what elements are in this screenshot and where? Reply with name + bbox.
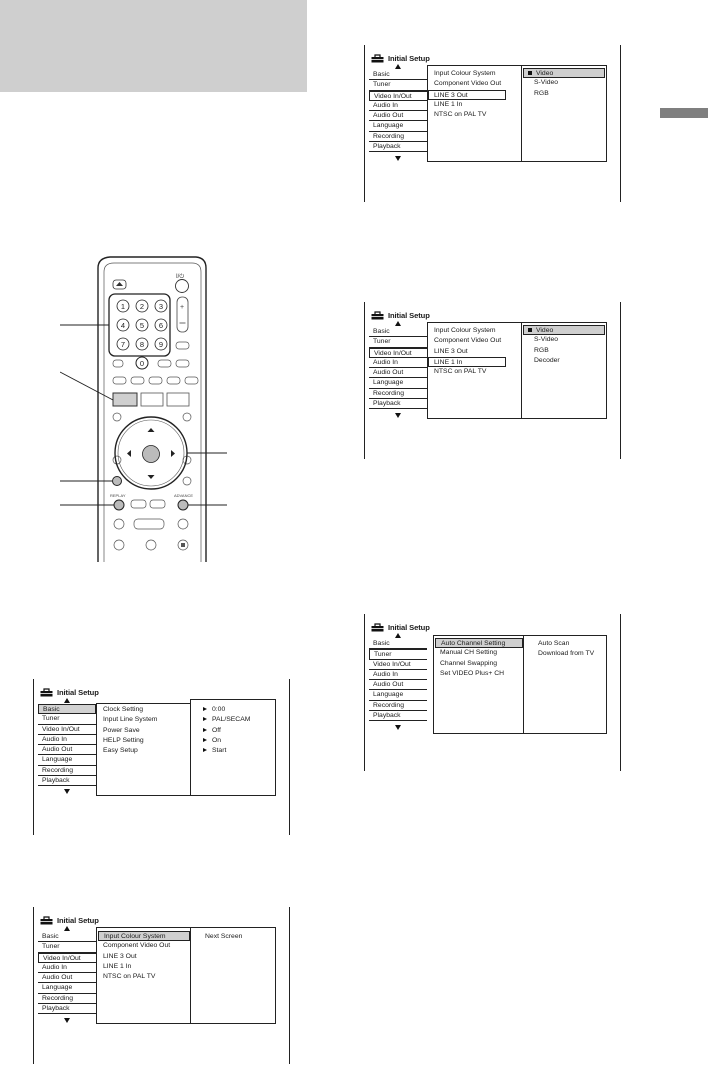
value-clock[interactable]: 0:00 [191, 705, 275, 715]
tab-video-in-out[interactable]: Video In/Out [38, 953, 96, 963]
tab-list [369, 70, 427, 152]
tab-playback[interactable]: Playback [369, 399, 427, 409]
number-keys [117, 300, 167, 369]
scroll-down-icon[interactable] [64, 1018, 70, 1023]
screen-title: Initial Setup [371, 308, 430, 322]
svg-text:+: + [180, 304, 185, 311]
scroll-up-icon[interactable] [395, 64, 401, 69]
selected-square-icon [528, 71, 532, 75]
dpad-up-icon [148, 428, 155, 432]
key-3: 3 [158, 302, 164, 311]
menu-item-line3-out[interactable]: LINE 3 Out [428, 90, 506, 100]
menu-item-auto-channel-setting[interactable]: Auto Channel Setting [435, 638, 523, 648]
key-2: 2 [139, 302, 145, 311]
remote-control-illustration [60, 255, 230, 567]
key-5: 5 [139, 321, 145, 330]
key-7: 7 [120, 340, 126, 349]
tab-recording[interactable]: Recording [369, 701, 427, 711]
tab-language[interactable]: Language [38, 755, 96, 765]
menu-item-line1-in[interactable]: LINE 1 In [103, 962, 132, 970]
callout-lines [60, 325, 227, 505]
function-keys-row-1 [113, 342, 198, 384]
replay-label: REPLAY [110, 493, 126, 498]
settings-menu [427, 322, 522, 419]
scroll-up-icon[interactable] [64, 698, 70, 703]
key-9: 9 [158, 340, 164, 349]
values-panel [190, 699, 276, 796]
option-download-from-tv[interactable]: Download from TV [538, 650, 595, 658]
value-easy-setup[interactable]: Start [191, 746, 275, 756]
screen-title: Initial Setup [40, 685, 99, 699]
option-decoder[interactable]: Decoder [534, 356, 560, 364]
tab-basic[interactable]: Basic [38, 932, 96, 942]
tab-audio-in[interactable]: Audio In [38, 963, 96, 973]
tab-playback[interactable]: Playback [38, 776, 96, 786]
enter-button [143, 446, 160, 463]
dpad-down-icon [148, 475, 155, 479]
menu-item-line3-out[interactable]: LINE 3 Out [103, 952, 137, 960]
menu-item-input-line-system[interactable]: Input Line System [103, 716, 158, 724]
menu-item-set-video-plus-ch[interactable]: Set VIDEO Plus+ CH [440, 669, 505, 677]
tab-audio-out[interactable]: Audio Out [369, 111, 427, 121]
menu-item-clock-setting[interactable]: Clock Setting [103, 706, 144, 713]
menu-item-component-video-out[interactable]: Component Video Out [434, 80, 502, 88]
tab-video-in-out[interactable]: Video In/Out [369, 348, 427, 358]
values-panel [521, 322, 607, 419]
advance-button [178, 500, 188, 510]
settings-menu [427, 65, 522, 162]
toolbox-icon [371, 54, 384, 63]
tab-list [38, 704, 96, 786]
scroll-down-icon[interactable] [395, 156, 401, 161]
screen-title: Initial Setup [40, 913, 99, 927]
tab-audio-in[interactable]: Audio In [38, 735, 96, 745]
screen-title: Initial Setup [371, 620, 430, 634]
values-panel [521, 65, 607, 162]
scroll-up-icon[interactable] [64, 926, 70, 931]
toolbox-icon [371, 623, 384, 632]
screen-title: Initial Setup [371, 51, 430, 65]
tab-language[interactable]: Language [369, 121, 427, 131]
tab-tuner[interactable]: Tuner [369, 337, 427, 347]
menu-item-component-video-out[interactable]: Component Video Out [103, 942, 171, 950]
key-6: 6 [158, 321, 164, 330]
dpad-right-icon [171, 450, 175, 457]
value-power-save[interactable]: Off [191, 726, 275, 736]
option-video[interactable]: Video [523, 325, 605, 335]
tab-list [369, 639, 427, 721]
selected-square-icon [528, 328, 532, 332]
directional-pad [115, 417, 187, 489]
menu-item-input-colour-system[interactable]: Input Colour System [434, 70, 496, 77]
tab-video-in-out[interactable]: Video In/Out [369, 660, 427, 670]
volume-rocker [177, 297, 188, 332]
settings-menu [96, 703, 191, 796]
eject-icon [113, 280, 126, 289]
tab-video-in-out[interactable]: Video In/Out [369, 91, 427, 101]
menu-item-ntsc-on-pal-tv[interactable]: NTSC on PAL TV [434, 111, 487, 119]
settings-menu [433, 635, 524, 734]
option-auto-scan[interactable]: Auto Scan [538, 640, 570, 647]
menu-item-input-colour-system[interactable]: Input Colour System [434, 327, 496, 334]
page-edge-tab [660, 108, 708, 118]
tab-recording[interactable]: Recording [38, 994, 96, 1004]
tab-tuner[interactable]: Tuner [38, 942, 96, 952]
menu-item-line3-out[interactable]: LINE 3 Out [434, 347, 468, 355]
option-s-video[interactable]: S-Video [534, 336, 559, 344]
tab-basic[interactable]: Basic [369, 639, 427, 649]
tab-list [38, 932, 96, 1014]
option-rgb[interactable]: RGB [534, 89, 549, 97]
scroll-down-icon[interactable] [395, 725, 401, 730]
key-8: 8 [139, 340, 145, 349]
option-rgb[interactable]: RGB [534, 346, 549, 354]
menu-item-line1-in[interactable]: LINE 1 In [428, 357, 506, 367]
tab-playback[interactable]: Playback [369, 142, 427, 152]
play-arrow-icon [203, 738, 207, 742]
tab-basic[interactable]: Basic [369, 327, 427, 337]
tab-audio-out[interactable]: Audio Out [38, 745, 96, 755]
osd-screen-line3-out [364, 45, 621, 202]
menu-item-ntsc-on-pal-tv[interactable]: NTSC on PAL TV [103, 973, 156, 981]
section-header-box [0, 0, 307, 92]
system-menu-button [113, 393, 137, 406]
tab-tuner[interactable]: Tuner [369, 649, 427, 659]
tab-basic[interactable]: Basic [38, 704, 96, 714]
tab-tuner[interactable]: Tuner [369, 80, 427, 90]
tab-audio-in[interactable]: Audio In [369, 670, 427, 680]
menu-item-input-colour-system[interactable]: Input Colour System [98, 931, 190, 941]
value-next-screen[interactable]: Next Screen [205, 933, 243, 940]
tab-audio-in[interactable]: Audio In [369, 358, 427, 368]
menu-item-channel-swapping[interactable]: Channel Swapping [440, 659, 498, 667]
toolbox-icon [40, 916, 53, 925]
advance-label: ADVANCE [174, 493, 194, 498]
tab-playback[interactable]: Playback [38, 1004, 96, 1014]
tab-basic[interactable]: Basic [369, 70, 427, 80]
dpad-left-icon [127, 450, 131, 457]
tab-recording[interactable]: Recording [38, 766, 96, 776]
menu-item-component-video-out[interactable]: Component Video Out [434, 337, 502, 345]
osd-screen-tuner [364, 614, 621, 771]
return-button [113, 477, 122, 486]
power-label: I/⏻ [176, 274, 185, 280]
osd-screen-line1-in [364, 302, 621, 459]
value-help[interactable]: On [191, 736, 275, 746]
play-arrow-icon [203, 748, 207, 752]
tab-recording[interactable]: Recording [369, 132, 427, 142]
scroll-up-icon[interactable] [395, 321, 401, 326]
option-s-video[interactable]: S-Video [534, 79, 559, 87]
toolbox-icon [371, 311, 384, 320]
tab-audio-in[interactable]: Audio In [369, 101, 427, 111]
values-panel [190, 927, 276, 1024]
menu-item-line1-in[interactable]: LINE 1 In [434, 100, 463, 108]
menu-button-3 [167, 393, 189, 406]
osd-screen-video-next [33, 907, 290, 1064]
tab-language[interactable]: Language [369, 690, 427, 700]
tab-audio-out[interactable]: Audio Out [38, 973, 96, 983]
play-arrow-icon [203, 728, 207, 732]
tab-audio-out[interactable]: Audio Out [369, 368, 427, 378]
key-0: 0 [139, 359, 145, 368]
scroll-down-icon[interactable] [395, 413, 401, 418]
scroll-up-icon[interactable] [395, 633, 401, 638]
tab-recording[interactable]: Recording [369, 389, 427, 399]
toolbox-icon [40, 688, 53, 697]
menu-item-help-setting[interactable]: HELP Setting [103, 736, 144, 744]
key-1: 1 [120, 302, 126, 311]
transport-keys [114, 519, 188, 550]
tab-language[interactable]: Language [369, 378, 427, 388]
menu-button-2 [141, 393, 163, 406]
key-4: 4 [120, 321, 126, 330]
menu-item-ntsc-on-pal-tv[interactable]: NTSC on PAL TV [434, 368, 487, 376]
tab-playback[interactable]: Playback [369, 711, 427, 721]
scroll-down-icon[interactable] [64, 789, 70, 794]
tab-audio-out[interactable]: Audio Out [369, 680, 427, 690]
menu-item-power-save[interactable]: Power Save [103, 726, 140, 734]
osd-screen-basic [33, 679, 290, 835]
option-video[interactable]: Video [523, 68, 605, 78]
power-button [176, 280, 189, 293]
tab-list [369, 327, 427, 409]
values-panel [523, 635, 607, 734]
menu-item-easy-setup[interactable]: Easy Setup [103, 747, 138, 755]
play-arrow-icon [203, 707, 207, 711]
replay-button [114, 500, 124, 510]
tab-video-in-out[interactable]: Video In/Out [38, 725, 96, 735]
tab-language[interactable]: Language [38, 983, 96, 993]
play-arrow-icon [203, 717, 207, 721]
tab-tuner[interactable]: Tuner [38, 714, 96, 724]
settings-menu [96, 927, 191, 1024]
menu-item-manual-ch-setting[interactable]: Manual CH Setting [440, 649, 498, 657]
value-input-line[interactable]: PAL/SECAM [191, 715, 275, 725]
